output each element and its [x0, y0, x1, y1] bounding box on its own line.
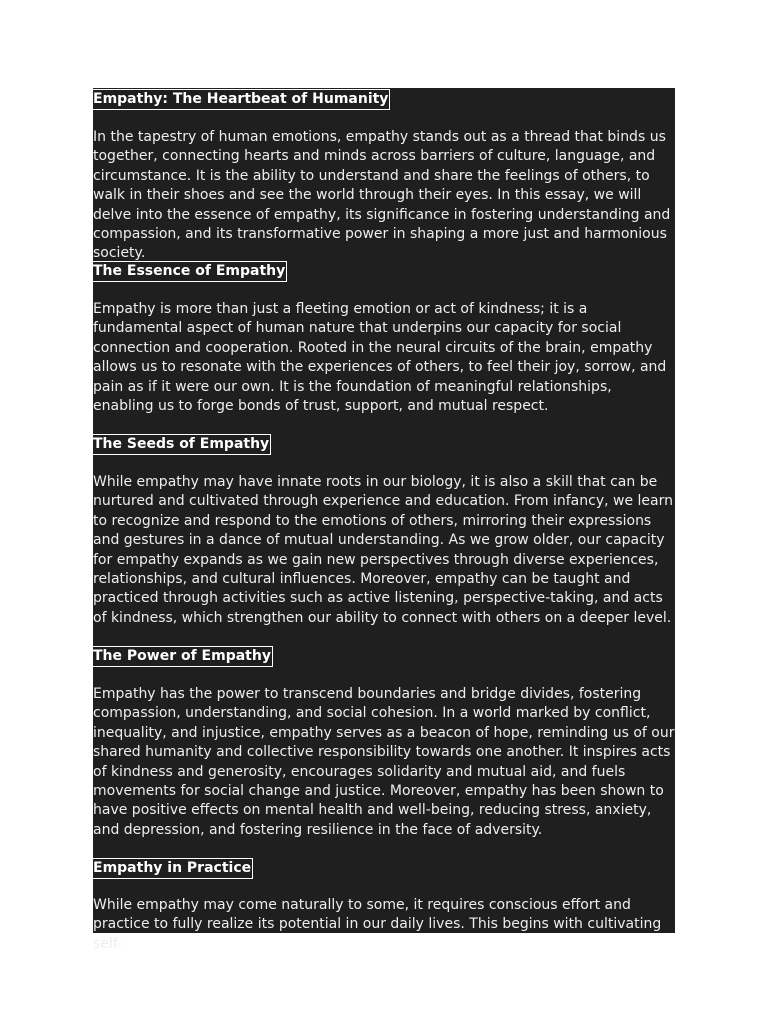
seeds-block: [93, 473, 675, 628]
document-page: [93, 88, 675, 952]
intro-paragraph: In the tapestry of human emotions, empathy stands out as a thread that binds us together, connecting hearts and minds across barriers of culture, language, and circumstance. It is the ability to understand and share the feelings of others, to walk in their shoes and see the world through their eyes. In this essay, we will delve into the essence of empathy, its significance in fostering understanding and compassion, and its transformative power in shaping a more just and harmonious society.: [93, 129, 671, 262]
section-heading-seeds: The Seeds of Empathy: [93, 434, 271, 455]
section-heading-power: The Power of Empathy: [93, 646, 273, 667]
essence-paragraph: Empathy is more than just a fleeting emotion or act of kindness; it is a fundamental aspect of human nature that underpins our capacity for social connection and cooperation. Rooted in the neural circuits of the brain, empathy allows us to resonate with the experiences of others, to feel their joy, sorrow, and pain as if it were our own. It is the foundation of meaningful relationships, enabling us to forge bonds of trust, support, and mutual respect.: [93, 301, 667, 415]
practice-block: [93, 896, 675, 954]
seeds-paragraph: While empathy may have innate roots in our biology, it is also a skill that can be nurtured and cultivated through experience and education. From infancy, we learn to recognize and respond to the emotions of others, mirroring their expressions and gestures in a dance of mutual understanding. As we grow older, our capacity for empathy expands as we gain new perspectives through diverse experiences, relationships, and cultural influences. Moreover, empathy can be taught and practiced through activities such as active listening, perspective-taking, and acts of kindness, which strengthen our ability to connect with others on a deeper level.: [93, 474, 673, 626]
section-practice: [93, 857, 675, 879]
section-heading-essence: The Essence of Empathy: [93, 261, 287, 282]
section-heading-practice: Empathy in Practice: [93, 858, 253, 879]
document-title: Empathy: The Heartbeat of Humanity: [93, 89, 390, 110]
intro-block: [93, 128, 675, 264]
power-paragraph: Empathy has the power to transcend boundaries and bridge divides, fostering compassion, understanding, and social cohesion. In a world marked by conflict, inequality, and injustice, empathy serves as a beacon of hope, reminding us of our shared humanity and collective responsibility towards one another. It inspires acts of kindness and generosity, encourages solidarity and mutual aid, and fuels movements for social change and justice. Moreover, empathy has been shown to have positive effects on mental health and well-being, reducing stress, anxiety, and depression, and fostering resilience in the face of adversity.: [93, 686, 675, 838]
section-title: [93, 88, 675, 110]
section-essence: [93, 260, 675, 282]
essence-block: [93, 300, 675, 416]
section-seeds: [93, 433, 675, 455]
practice-paragraph: While empathy may come naturally to some, it requires conscious effort and practice to fully realize its potential in our daily lives. This begins with cultivating self-: [93, 897, 662, 952]
section-power: [93, 645, 675, 667]
power-block: [93, 685, 675, 840]
